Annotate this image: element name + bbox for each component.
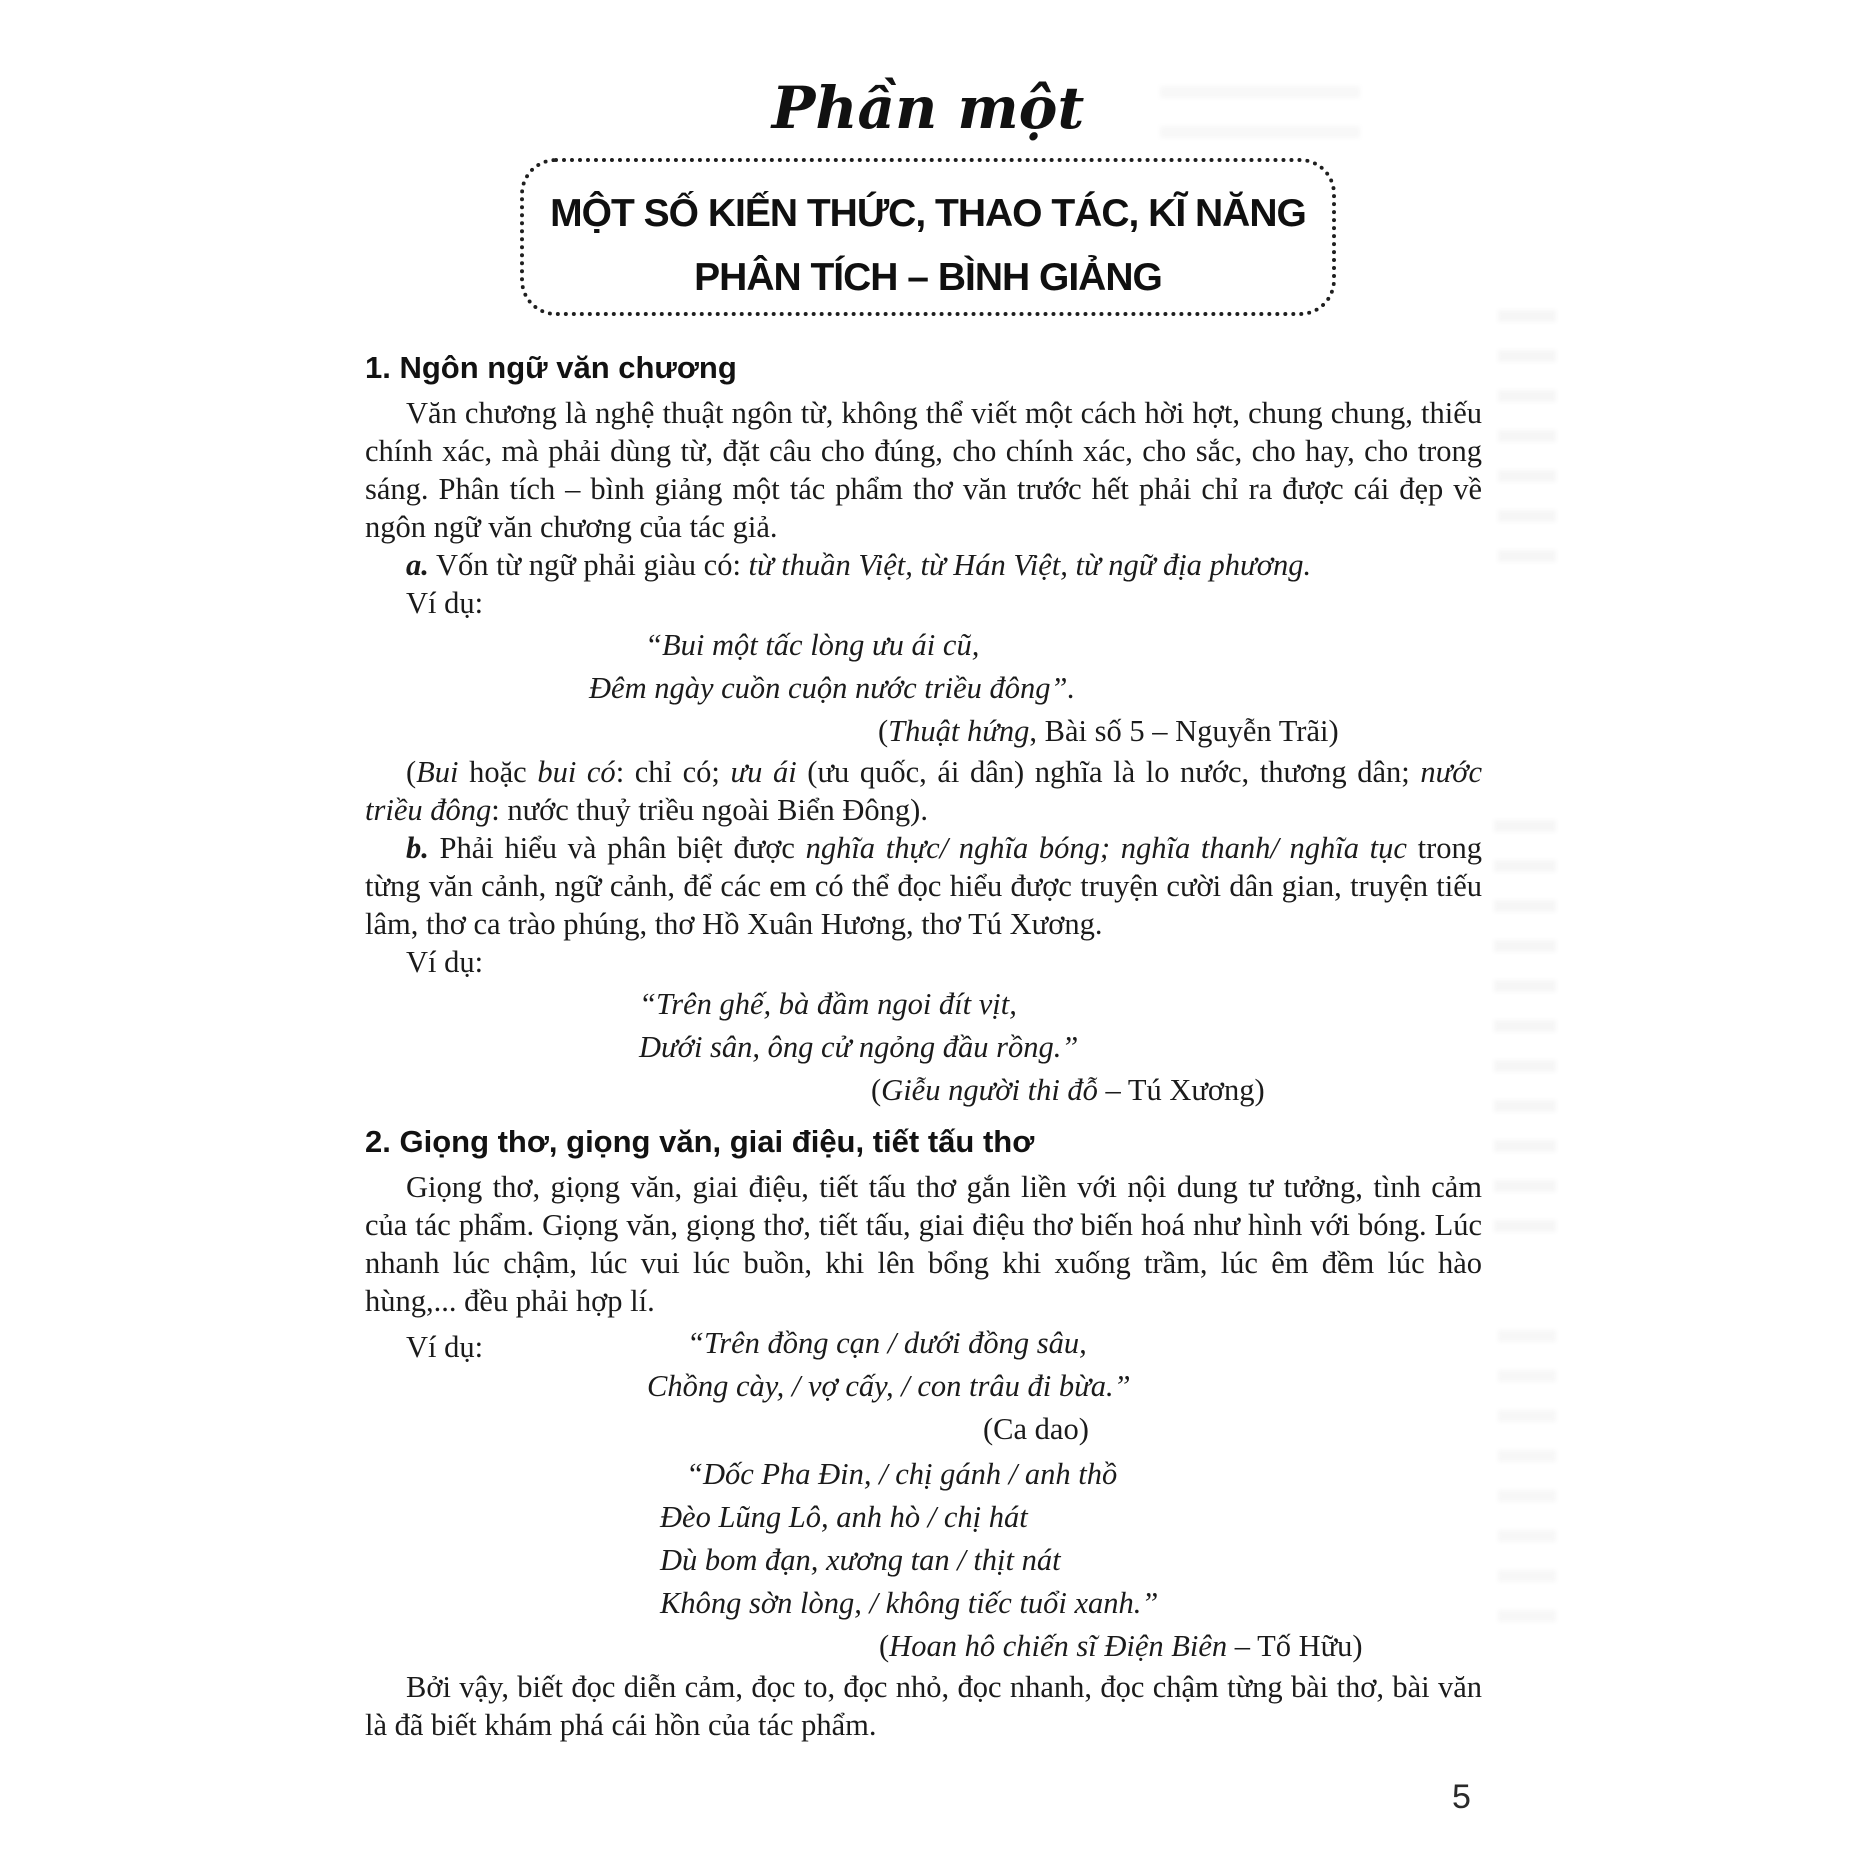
poem-to-huu [660, 1453, 1482, 1625]
poem-line: Chồng cày, / vợ cấy, / con trâu đi bừa.” [647, 1369, 1131, 1403]
example-row [365, 1322, 1482, 1408]
text-run: ( [871, 1073, 882, 1107]
poem-line: Không sờn lòng, / không tiếc tuổi xanh.” [660, 1586, 1159, 1620]
example-label-3: Ví dụ: [406, 1330, 484, 1364]
text-run: nghĩa thực/ nghĩa bóng; nghĩa thanh/ nghĩa tục [805, 831, 1407, 865]
poem-line: Dù bom đạn, xương tan / thịt nát [660, 1543, 1061, 1577]
item-a [365, 546, 1482, 584]
section-2-heading: 2. Giọng thơ, giọng văn, giai điệu, tiết tấu thơ [365, 1124, 1035, 1159]
item-b [365, 829, 1482, 943]
section-1-paragraph: Văn chương là nghệ thuật ngôn từ, không thể viết một cách hời hợt, chung chung, thiếu chính xác, mà phải dùng từ, đặt câu cho đúng, cho chính xác, cho sắc, cho hay, cho trong sáng. Phân tích – bình giảng một tác phẩm thơ văn trước hết phải chỉ ra được cái đẹp về ngôn ngữ văn chương của tác giả. [365, 396, 1482, 544]
text-run: Hoan hô chiến sĩ Điện Biên [889, 1629, 1228, 1663]
text-run: ( [406, 755, 417, 789]
text-run: ( [878, 714, 889, 748]
text-run: a. [406, 548, 429, 582]
poem-thuat-hung [589, 624, 1482, 710]
text-run: Giễu người thi đỗ [881, 1073, 1098, 1107]
section-1-heading: 1. Ngôn ngữ văn chương [365, 350, 737, 385]
text-run: – Tú Xương) [1097, 1073, 1265, 1107]
poem-line: “Bui một tấc lòng ưu ái cũ, [645, 628, 980, 662]
text-run: ưu ái [730, 755, 797, 789]
poem-line: Dưới sân, ông cử ngỏng đầu rồng.” [639, 1030, 1079, 1064]
text-run: Vốn từ ngữ phải giàu có: [428, 548, 749, 582]
gloss-paragraph [365, 753, 1482, 829]
text-run: (Ca dao) [983, 1412, 1089, 1446]
poem-line: Đèo Lũng Lô, anh hò / chị hát [660, 1500, 1028, 1534]
poem-line: Đêm ngày cuồn cuộn nước triều đông”. [589, 671, 1076, 705]
text-run: Phải hiểu và phân biệt được [428, 831, 806, 865]
poem-tu-xuong [639, 983, 1482, 1069]
page-content [365, 350, 1482, 1744]
example-label-2: Ví dụ: [406, 945, 484, 979]
poem-line: “Trên ghế, bà đầm ngoi đít vịt, [639, 987, 1017, 1021]
text-run: b. [406, 831, 429, 865]
poem-thuat-hung-attribution [878, 710, 1482, 753]
text-run: ( [879, 1629, 890, 1663]
poem-ca-dao-attribution [983, 1408, 1482, 1451]
text-run: , Bài số 5 – Nguyễn Trãi) [1029, 714, 1339, 748]
example-label-1: Ví dụ: [406, 586, 484, 620]
poem-to-huu-attribution [879, 1625, 1482, 1668]
poem-ca-dao [647, 1322, 1482, 1408]
text-run: bui có [537, 755, 616, 789]
bleedthrough-artifact [1498, 310, 1556, 580]
poem-line: “Dốc Pha Đin, / chị gánh / anh thồ [686, 1457, 1118, 1491]
part-label [0, 74, 1856, 142]
section-2-paragraph: Giọng thơ, giọng văn, giai điệu, tiết tấu thơ gắn liền với nội dung tư tưởng, tình cảm của tác phẩm. Giọng văn, giọng thơ, tiết tấu, giai điệu thơ biến hoá như hình với bóng. Lúc nhanh lúc chậm, lúc vui lúc buồn, khi lên bổng khi xuống trầm, lúc êm đềm lúc hào hùng,... đều phải hợp lí. [365, 1170, 1482, 1318]
text-run: từ thuần Việt, từ Hán Việt, từ ngữ địa phương. [748, 548, 1312, 582]
bleedthrough-artifact [1494, 820, 1556, 1250]
text-run: Bui [416, 755, 459, 789]
text-run: nước triều đông [365, 755, 1483, 827]
bleedthrough-artifact [1498, 1330, 1556, 1630]
part-title-line-2: PHÂN TÍCH – BÌNH GIẢNG [694, 256, 1162, 299]
part-title-box [520, 158, 1336, 316]
text-run: : chỉ có; [615, 755, 731, 789]
part-label-text: Phần một [738, 74, 1119, 142]
poem-tu-xuong-attribution [871, 1069, 1482, 1112]
part-title-line-1: MỘT SỐ KIẾN THỨC, THAO TÁC, KĨ NĂNG [550, 192, 1306, 235]
text-run: – Tố Hữu) [1227, 1629, 1363, 1663]
text-run: trong từng văn cảnh, ngữ cảnh, để các em có thể đọc hiểu được truyện cười dân gian, truyện tiếu lâm, thơ ca trào phúng, thơ Hồ Xuân Hương, thơ Tú Xương. [365, 831, 1482, 941]
text-run: (ưu quốc, ái dân) nghĩa là lo nước, thương dân; [796, 755, 1421, 789]
closing-paragraph: Bởi vậy, biết đọc diễn cảm, đọc to, đọc nhỏ, đọc nhanh, đọc chậm từng bài thơ, bài văn là đã biết khám phá cái hồn của tác phẩm. [365, 1670, 1482, 1742]
poem-line: “Trên đồng cạn / dưới đồng sâu, [687, 1326, 1087, 1360]
text-run: hoặc [458, 755, 538, 789]
page-number: 5 [1452, 1778, 1471, 1816]
text-run: : nước thuỷ triều ngoài Biển Đông). [491, 793, 928, 827]
text-run: Thuật hứng [888, 714, 1030, 748]
